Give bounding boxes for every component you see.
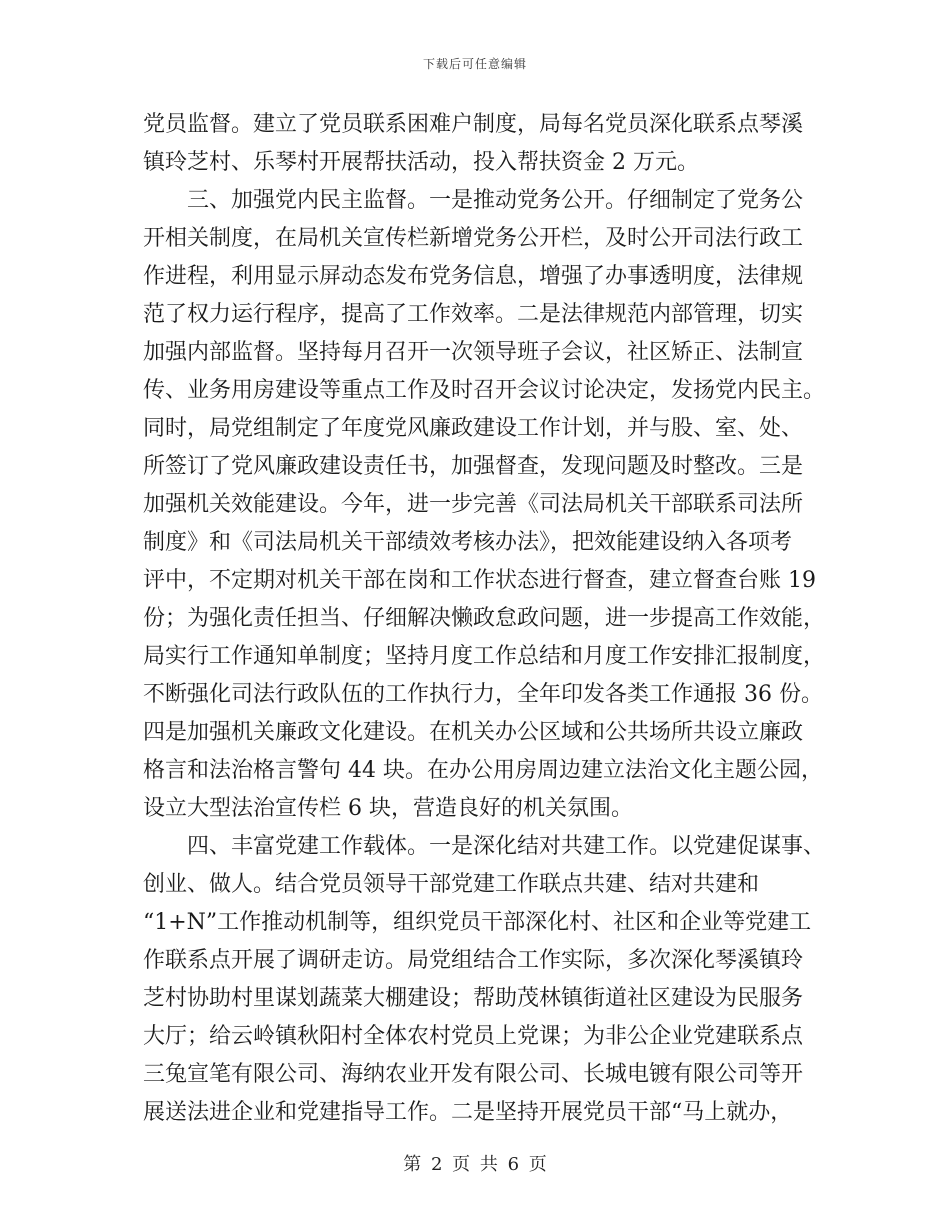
body-line: 四、丰富党建工作载体。一是深化结对共建工作。以党建促谋事、 — [143, 834, 826, 859]
footer-page-number: 2 — [430, 1154, 443, 1175]
body-line: 党员监督。建立了党员联系困难户制度，局每名党员深化联系点琴溪 — [143, 112, 804, 137]
body-line: 展送法进企业和党建指导工作。二是坚持开展党员干部“马上就办， — [143, 1100, 793, 1125]
body-line: 作进程，利用显示屏动态发布党务信息，增强了办事透明度，法律规 — [143, 264, 804, 289]
body-line: 格言和法治格言警句 44 块。在办公用房周边建立法治文化主题公园， — [143, 758, 823, 783]
body-line: 大厅；给云岭镇秋阳村全体农村党员上党课；为非公企业党建联系点 — [143, 1024, 804, 1049]
body-line: 加强机关效能建设。今年，进一步完善《司法局机关干部联系司法所 — [143, 492, 804, 517]
body-line: 评中，不定期对机关干部在岗和工作状态进行督查，建立督查台账 19 — [143, 568, 816, 593]
body-line: 不断强化司法行政队伍的工作执行力，全年印发各类工作通报 36 份。 — [143, 682, 823, 707]
body-line: 制度》和《司法局机关干部绩效考核办法》，把效能建设纳入各项考 — [143, 530, 793, 555]
body-line: “1+N”工作推动机制等，组织党员干部深化村、社区和企业等党建工 — [143, 910, 812, 935]
body-line: 芝村协助村里谋划蔬菜大棚建设；帮助茂林镇街道社区建设为民服务 — [143, 986, 804, 1011]
body-line: 份；为强化责任担当、仔细解决懒政怠政问题，进一步提高工作效能， — [143, 606, 826, 631]
body-line: 加强内部监督。坚持每月召开一次领导班子会议，社区矫正、法制宣 — [143, 340, 804, 365]
body-line: 传、业务用房建设等重点工作及时召开会议讨论决定，发扬党内民主。 — [143, 378, 826, 403]
body-line: 开相关制度，在局机关宣传栏新增党务公开栏，及时公开司法行政工 — [143, 226, 804, 251]
body-line: 设立大型法治宣传栏 6 块，营造良好的机关氛围。 — [143, 796, 633, 821]
body-line: 三兔宣笔有限公司、海纳农业开发有限公司、长城电镀有限公司等开 — [143, 1062, 804, 1087]
footer-prefix: 第 — [403, 1154, 422, 1175]
body-line: 四是加强机关廉政文化建设。在机关办公区域和公共场所共设立廉政 — [143, 720, 804, 745]
body-line: 镇玲芝村、乐琴村开展帮扶活动，投入帮扶资金 2 万元。 — [143, 150, 699, 175]
footer-page-unit: 页 — [452, 1154, 471, 1175]
body-line: 范了权力运行程序，提高了工作效率。二是法律规范内部管理，切实 — [143, 302, 804, 327]
body-line: 局实行工作通知单制度；坚持月度工作总结和月度工作安排汇报制度， — [143, 644, 826, 669]
page-header-note: 下载后可任意编辑 — [422, 57, 527, 71]
footer-total-prefix: 共 — [479, 1154, 498, 1175]
page-footer — [0, 1150, 950, 1176]
footer-total-pages: 6 — [507, 1154, 520, 1175]
body-line: 创业、做人。结合党员领导干部党建工作联点共建、结对共建和 — [143, 872, 760, 897]
body-line: 同时，局党组制定了年度党风廉政建设工作计划，并与股、室、处、 — [143, 416, 804, 441]
body-line: 三、加强党内民主监督。一是推动党务公开。仔细制定了党务公 — [143, 188, 804, 213]
document-body — [143, 106, 826, 1132]
body-line: 作联系点开展了调研走访。局党组结合工作实际，多次深化琴溪镇玲 — [143, 948, 804, 973]
body-line: 所签订了党风廉政建设责任书，加强督查，发现问题及时整改。三是 — [143, 454, 804, 479]
footer-total-unit: 页 — [528, 1154, 547, 1175]
